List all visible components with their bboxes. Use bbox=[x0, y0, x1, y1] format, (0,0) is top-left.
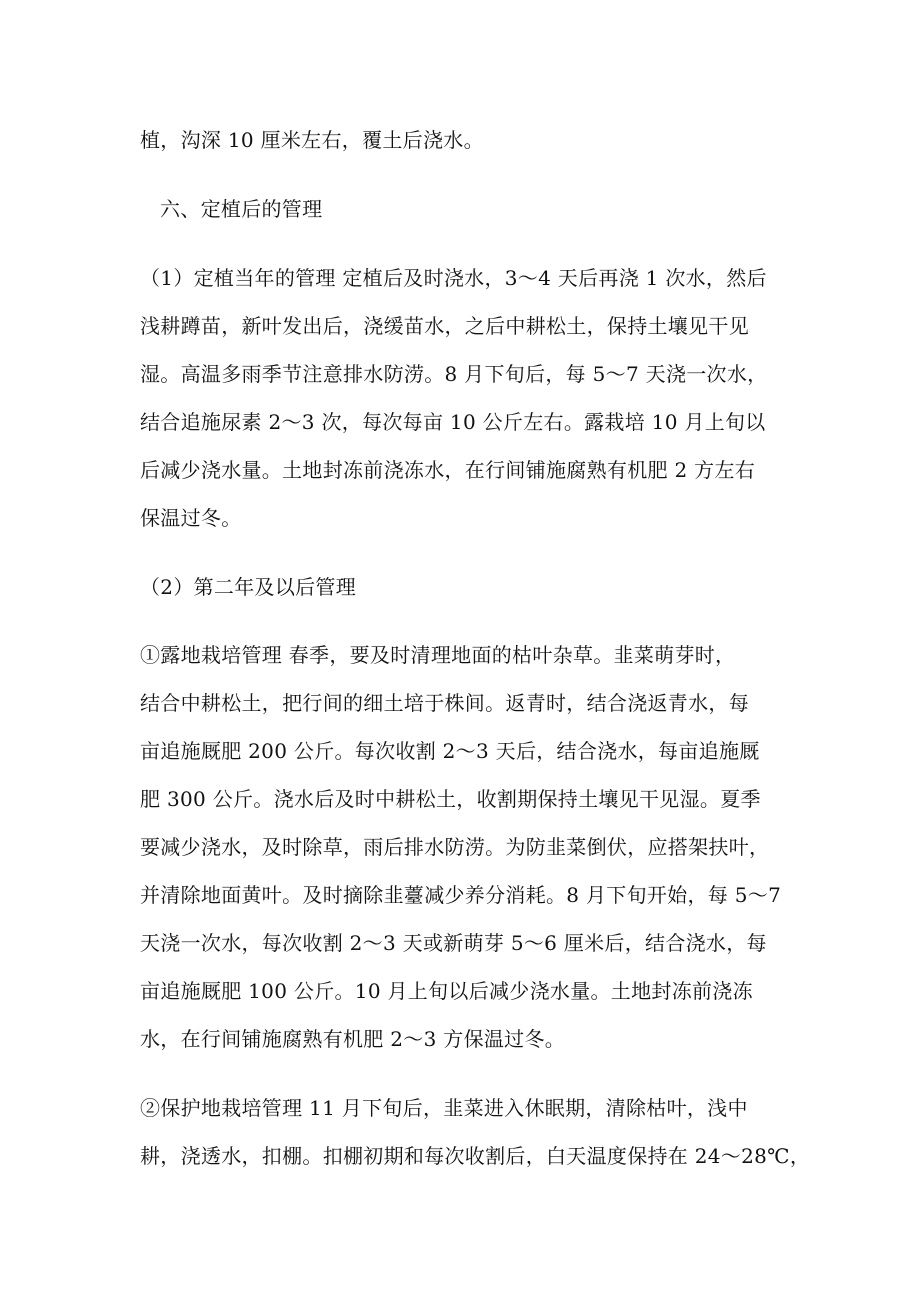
text-line: 结合中耕松土，把行间的细土培于株间。返青时，结合浇返青水，每 bbox=[140, 691, 749, 715]
text-line: 肥 300 公斤。浇水后及时中耕松土，收割期保持土壤见干见湿。夏季 bbox=[140, 787, 761, 811]
text-line: 水，在行间铺施腐熟有机肥 2～3 方保温过冬。 bbox=[140, 1027, 566, 1051]
text-line: 亩追施厩肥 200 公斤。每次收割 2～3 天后，结合浇水，每亩追施厩 bbox=[140, 739, 760, 763]
text-line: 亩追施厩肥 100 公斤。10 月上旬以后减少浇水量。土地封冻前浇冻 bbox=[140, 979, 753, 1003]
text-line: 后减少浇水量。土地封冻前浇冻水，在行间铺施腐熟有机肥 2 方左右 bbox=[140, 458, 756, 482]
text-line: （1）定植当年的管理 定植后及时浇水，3～4 天后再浇 1 次水，然后 bbox=[140, 266, 767, 290]
section-heading: 六、定植后的管理 bbox=[160, 197, 323, 221]
text-line: 保温过冬。 bbox=[140, 506, 242, 530]
text-line: 湿。高温多雨季节注意排水防涝。8 月下旬后，每 5～7 天浇一次水， bbox=[140, 362, 768, 386]
text-line: 要减少浇水，及时除草，雨后排水防涝。为防韭菜倒伏，应搭架扶叶， bbox=[140, 835, 770, 859]
text-line: 浅耕蹲苗，新叶发出后，浇缓苗水，之后中耕松土，保持土壤见干见 bbox=[140, 314, 749, 338]
text-line: ②保护地栽培管理 11 月下旬后，韭菜进入休眠期，清除枯叶，浅中 bbox=[140, 1096, 748, 1120]
text-line: 耕，浇透水，扣棚。扣棚初期和每次收割后，白天温度保持在 24～28℃， bbox=[140, 1144, 811, 1168]
text-line: 天浇一次水，每次收割 2～3 天或新萌芽 5～6 厘米后，结合浇水，每 bbox=[140, 931, 767, 955]
subsection-heading: （2）第二年及以后管理 bbox=[140, 575, 357, 599]
text-line: 结合追施尿素 2～3 次，每次每亩 10 公斤左右。露栽培 10 月上旬以 bbox=[140, 410, 766, 434]
text-line: 植，沟深 10 厘米左右，覆土后浇水。 bbox=[140, 128, 484, 152]
text-line: ①露地栽培管理 春季，要及时清理地面的枯叶杂草。韭菜萌芽时， bbox=[140, 643, 736, 667]
text-line: 并清除地面黄叶。及时摘除韭薹减少养分消耗。8 月下旬开始，每 5～7 bbox=[140, 883, 782, 907]
